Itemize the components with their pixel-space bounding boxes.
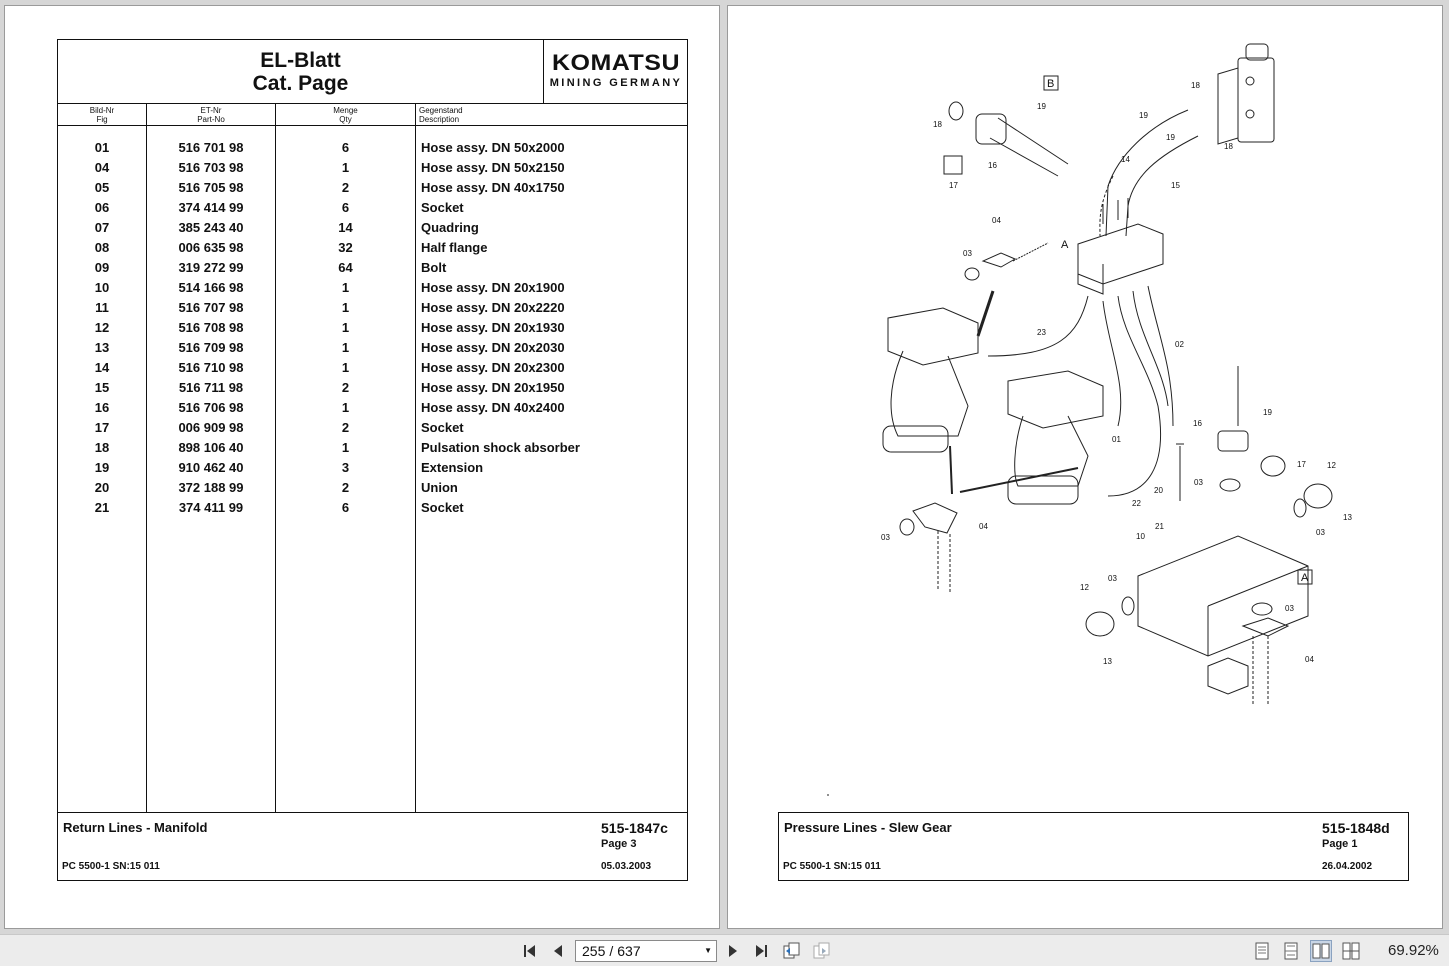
cell-part: 516 710 98 xyxy=(178,360,244,375)
footer-date: 05.03.2003 xyxy=(601,861,652,872)
cell-part: 516 709 98 xyxy=(178,340,244,355)
callout-B: B xyxy=(1047,78,1055,90)
logo-wordmark: KOMATSU xyxy=(551,50,681,76)
previous-page-button[interactable] xyxy=(547,940,569,962)
facing-pages-icon xyxy=(1312,942,1330,960)
label-22: 22 xyxy=(1132,499,1141,508)
cell-desc: Hose assy. DN 20x1950 xyxy=(421,380,565,395)
cell-desc: Hose assy. DN 20x2220 xyxy=(421,300,565,315)
cell-desc: Hose assy. DN 50x2000 xyxy=(421,140,565,155)
label-19: 19 xyxy=(1139,111,1148,120)
cell-part: 514 166 98 xyxy=(178,280,244,295)
cell-desc: Hose assy. DN 40x2400 xyxy=(421,400,565,415)
label-13: 13 xyxy=(1103,657,1112,666)
table-row xyxy=(58,398,687,418)
cell-qty: 1 xyxy=(341,340,350,355)
cell-qty: 64 xyxy=(338,260,353,275)
catalog-header xyxy=(57,39,688,104)
cell-qty: 32 xyxy=(338,240,353,255)
table-row xyxy=(58,238,687,258)
zoom-level[interactable]: 69.92% xyxy=(1388,942,1439,959)
cell-fig: 08 xyxy=(94,240,110,255)
cell-part: 374 411 99 xyxy=(178,500,244,515)
cell-part: 516 706 98 xyxy=(178,400,244,415)
footer-page: Page 1 xyxy=(1322,838,1358,850)
cell-fig: 04 xyxy=(94,160,110,175)
cell-part: 516 708 98 xyxy=(178,320,244,335)
cell-desc: Pulsation shock absorber xyxy=(421,440,580,455)
cell-part: 374 414 99 xyxy=(178,200,244,215)
label-17: 17 xyxy=(1297,460,1306,469)
right-diagram-page xyxy=(727,5,1443,929)
continuous-page-icon xyxy=(1283,942,1299,960)
table-row xyxy=(58,478,687,498)
callout-A-upper: A xyxy=(1061,239,1069,251)
cell-desc: Hose assy. DN 20x2300 xyxy=(421,360,565,375)
label-18: 18 xyxy=(1191,81,1200,90)
cell-qty: 6 xyxy=(341,500,350,515)
table-row xyxy=(58,418,687,438)
label-03: 03 xyxy=(963,249,972,258)
cell-qty: 2 xyxy=(341,480,350,495)
cell-qty: 1 xyxy=(341,300,350,315)
catalog-title xyxy=(58,40,543,103)
cell-qty: 1 xyxy=(341,320,350,335)
cell-desc: Quadring xyxy=(421,220,479,235)
first-page-button[interactable] xyxy=(519,940,541,962)
cell-qty: 1 xyxy=(341,160,350,175)
label-15: 15 xyxy=(1171,181,1180,190)
cell-fig: 06 xyxy=(94,200,110,215)
table-row xyxy=(58,298,687,318)
continuous-view-button[interactable] xyxy=(1280,940,1302,962)
cell-fig: 13 xyxy=(94,340,110,355)
footer-title: Return Lines - Manifold xyxy=(63,820,208,835)
komatsu-logo xyxy=(543,40,688,103)
cell-qty: 2 xyxy=(341,380,350,395)
label-16: 16 xyxy=(988,161,997,170)
label-10: 10 xyxy=(1136,532,1145,541)
label-20: 20 xyxy=(1154,486,1163,495)
cell-fig: 05 xyxy=(94,180,110,195)
cell-qty: 1 xyxy=(341,280,350,295)
table-row xyxy=(58,198,687,218)
cell-qty: 1 xyxy=(341,440,350,455)
label-17: 17 xyxy=(949,181,958,190)
footer-code: 515-1848d xyxy=(1322,820,1390,836)
footer-model: PC 5500-1 SN:15 011 xyxy=(783,861,881,872)
cell-fig: 19 xyxy=(94,460,110,475)
col-header-qty: Menge Qty xyxy=(333,106,358,124)
label-18: 18 xyxy=(1224,142,1233,151)
cell-part: 319 272 99 xyxy=(178,260,244,275)
cell-part: 006 635 98 xyxy=(178,240,244,255)
cell-fig: 21 xyxy=(94,500,110,515)
label-03: 03 xyxy=(881,533,890,542)
logo-subtitle: MINING GERMANY xyxy=(549,77,683,89)
cell-qty: 14 xyxy=(338,220,353,235)
label-18: 18 xyxy=(933,120,942,129)
cell-fig: 12 xyxy=(94,320,110,335)
cell-desc: Socket xyxy=(421,420,464,435)
page-number-input[interactable] xyxy=(575,940,717,962)
table-row xyxy=(58,338,687,358)
cell-desc: Socket xyxy=(421,500,464,515)
cell-fig: 07 xyxy=(94,220,110,235)
table-row xyxy=(58,498,687,518)
continuous-facing-icon xyxy=(1342,942,1360,960)
cell-qty: 1 xyxy=(341,360,350,375)
page-separator: / xyxy=(609,943,614,959)
left-catalog-page xyxy=(4,5,720,929)
table-row xyxy=(58,318,687,338)
table-row xyxy=(58,458,687,478)
table-row xyxy=(58,378,687,398)
label-12: 12 xyxy=(1080,583,1089,592)
table-row xyxy=(58,138,687,158)
first-page-icon xyxy=(522,943,538,959)
cell-fig: 15 xyxy=(94,380,110,395)
cell-qty: 1 xyxy=(341,400,350,415)
footer-date: 26.04.2002 xyxy=(1322,861,1373,872)
total-pages: 637 xyxy=(617,943,641,959)
table-row xyxy=(58,178,687,198)
next-view-button[interactable] xyxy=(810,940,832,962)
cell-desc: Hose assy. DN 20x1900 xyxy=(421,280,565,295)
cell-fig: 17 xyxy=(94,420,110,435)
cell-part: 385 243 40 xyxy=(178,220,244,235)
cell-fig: 16 xyxy=(94,400,110,415)
next-page-button[interactable] xyxy=(722,940,744,962)
label-01: 01 xyxy=(1112,435,1121,444)
cell-fig: 18 xyxy=(94,440,110,455)
cell-fig: 11 xyxy=(95,300,109,315)
col-header-desc: Gegenstand Description xyxy=(419,106,463,124)
cell-qty: 3 xyxy=(341,460,350,475)
cell-fig: 14 xyxy=(94,360,110,375)
label-03: 03 xyxy=(1108,574,1117,583)
parts-table xyxy=(57,104,688,813)
cell-qty: 2 xyxy=(341,420,350,435)
previous-page-icon xyxy=(550,943,566,959)
facing-view-button[interactable] xyxy=(1310,940,1332,962)
label-13: 13 xyxy=(1343,513,1352,522)
label-04: 04 xyxy=(992,216,1001,225)
cell-qty: 6 xyxy=(341,200,350,215)
continuous-facing-view-button[interactable] xyxy=(1340,940,1362,962)
current-page: 255 xyxy=(582,943,606,959)
label-02: 02 xyxy=(1175,340,1184,349)
label-03: 03 xyxy=(1194,478,1203,487)
cell-part: 910 462 40 xyxy=(178,460,244,475)
label-14: 14 xyxy=(1121,155,1130,164)
footer-title: Pressure Lines - Slew Gear xyxy=(784,820,952,835)
label-04: 04 xyxy=(979,522,988,531)
next-page-icon xyxy=(725,943,741,959)
col-header-part: ET-Nr Part-No xyxy=(197,106,225,124)
cell-fig: 10 xyxy=(94,280,110,295)
left-page-footer xyxy=(57,812,688,881)
callout-A-lower: A xyxy=(1301,572,1309,584)
cell-qty: 2 xyxy=(341,180,350,195)
cell-part: 006 909 98 xyxy=(178,420,244,435)
label-03: 03 xyxy=(1316,528,1325,537)
last-page-icon xyxy=(753,943,769,959)
label-03: 03 xyxy=(1285,604,1294,613)
title-english: Cat. Page xyxy=(252,72,349,95)
label-19: 19 xyxy=(1166,133,1175,142)
col-header-fig: Bild-Nr Fig xyxy=(89,106,115,124)
next-view-icon xyxy=(811,941,831,961)
footer-code: 515-1847c xyxy=(601,820,668,836)
cell-desc: Hose assy. DN 50x2150 xyxy=(421,160,565,175)
label-19: 19 xyxy=(1037,102,1046,111)
cell-desc: Half flange xyxy=(421,240,488,255)
cell-part: 372 188 99 xyxy=(178,480,244,495)
cell-part: 516 701 98 xyxy=(178,140,244,155)
single-page-view-button[interactable] xyxy=(1251,940,1273,962)
cell-part: 516 711 98 xyxy=(178,380,244,395)
cell-fig: 01 xyxy=(94,140,110,155)
cell-qty: 6 xyxy=(341,140,350,155)
table-row xyxy=(58,158,687,178)
table-row xyxy=(58,358,687,378)
label-12: 12 xyxy=(1327,461,1336,470)
pdf-viewer-toolbar xyxy=(0,934,1449,966)
cell-desc: Hose assy. DN 20x1930 xyxy=(421,320,565,335)
cell-part: 516 703 98 xyxy=(178,160,244,175)
table-row xyxy=(58,258,687,278)
last-page-button[interactable] xyxy=(750,940,772,962)
cell-desc: Union xyxy=(421,480,458,495)
cell-fig: 20 xyxy=(94,480,110,495)
footer-model: PC 5500-1 SN:15 011 xyxy=(62,861,160,872)
cell-desc: Hose assy. DN 20x2030 xyxy=(421,340,565,355)
single-page-icon xyxy=(1254,942,1270,960)
cell-desc: Socket xyxy=(421,200,464,215)
cell-fig: 09 xyxy=(94,260,110,275)
cell-desc: Extension xyxy=(421,460,484,475)
label-19: 19 xyxy=(1263,408,1272,417)
previous-view-icon xyxy=(781,941,801,961)
cell-desc: Bolt xyxy=(421,260,447,275)
label-04: 04 xyxy=(1305,655,1314,664)
title-german: EL-Blatt xyxy=(260,49,341,72)
chevron-down-icon[interactable]: ▼ xyxy=(704,946,712,955)
cell-part: 516 705 98 xyxy=(178,180,244,195)
table-row xyxy=(58,438,687,458)
cell-part: 898 106 40 xyxy=(178,440,244,455)
exploded-parts-diagram xyxy=(728,6,1442,796)
right-page-footer xyxy=(778,812,1409,881)
table-row xyxy=(58,278,687,298)
label-23: 23 xyxy=(1037,328,1046,337)
table-row xyxy=(58,218,687,238)
previous-view-button[interactable] xyxy=(780,940,802,962)
cell-desc: Hose assy. DN 40x1750 xyxy=(421,180,565,195)
cell-part: 516 707 98 xyxy=(178,300,244,315)
label-21: 21 xyxy=(1155,522,1164,531)
footer-page: Page 3 xyxy=(601,838,637,850)
label-16: 16 xyxy=(1193,419,1202,428)
